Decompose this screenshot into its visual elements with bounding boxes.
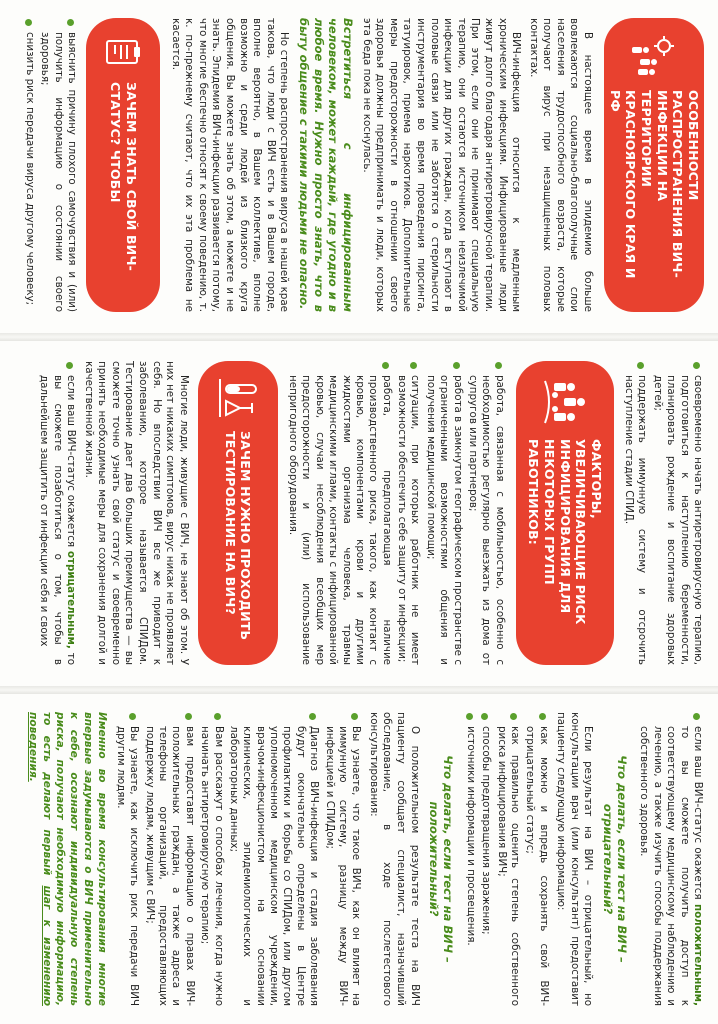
paragraph: Но степень распространения вируса в нашей крае такова, что люди с ВИЧ есть и в Вашем городе, вполне вероятно, в Вашем коллективе, вполне возможно и среди людей из близкого круга общения. Вы можете знать об этом, а можете и не знать. Эпидемия ВИЧ-инфекции развивается потому, что многие беспечно относят к своему поведению, т. к. по-прежнему считают, что их эта проблема не касается.	[169, 18, 291, 312]
negative-info-list	[463, 712, 549, 1006]
list-item: выяснить причину плохого самочувствия и (или) получить информацию о состоянии своего здоровья;	[38, 18, 78, 312]
heading-pill-testing	[198, 361, 278, 665]
list-item: как можно и впредь сохранять свой ВИЧ-отрицательный статус;	[523, 712, 550, 1006]
heading-factors: ФАКТОРЫ, УВЕЛИЧИВАЮЩИЕ РИСК ИНФИЦИРОВАНИЯ ДЛЯ НЕКОТОРЫХ ГРУПП РАБОТНИКОВ:	[526, 439, 604, 625]
subheading-negative: Что делать, если тест на ВИЧ – отрицательный?	[600, 755, 630, 963]
panel-middle	[0, 343, 718, 683]
list-item: Вам расскажут о способах лечения, когда нужно начинать антиретровирусную терапию;	[198, 712, 225, 1006]
paragraph: Многие люди, живущие с ВИЧ, не знают об этом. У них нет никаких симптомов, вирус никак не проявляет себя. Но впоследствии ВИЧ все же приводит к заболеванию, которое называется СПИДом. Тестирование дает два больших преимущества — вы сможете точно узнать свой статус и своевременно принять необходимые меры для сохранения долгой и качественной жизни.	[82, 361, 190, 665]
heading-pill-status	[86, 18, 160, 312]
closing-text: Именно во время консультирования многие впервые задумываются о ВИЧ применительно к себе, осознают индивидуальную степень риска, получают необходимую информацию, то есть делают первый шаг к изменению поведения.	[26, 712, 108, 1006]
list-item: работа, связанная с мобильностью, особенно с необходимостью регулярно выезжать из дома от супругов или партнеров;	[466, 361, 506, 665]
list-item: своевременно начать антиретровирусную терапию, подготовиться к наступлению беременности, планировать рождение и воспитание здоровых детей;	[651, 361, 705, 665]
paragraph: Если результат на ВИЧ – отрицательный, но консультации врач (или консультант) предоставит пациенту следующую информацию:	[555, 712, 595, 1006]
heading-status: ЗАЧЕМ ЗНАТЬ СВОЙ ВИЧ-СТАТУС? ЧТОБЫ	[108, 82, 139, 272]
list-item: если ваш ВИЧ-статус окажется положительным, то вы сможете получить доступ к соответствующему медицинскому наблюдению и лечению, а также изучить способы поддержания собственного здоровья.	[637, 712, 704, 1006]
fold-line	[0, 686, 718, 694]
status-reasons-list	[23, 18, 79, 312]
list-item: Вы узнаете, что такое ВИЧ, как он влияет на иммунную систему, разницу между ВИЧ-инфекцией и СПИДом;	[322, 712, 362, 1006]
highlight-text: Встретиться с инфицированным человеком, может каждый, где угодно и в любое время. Нужно просто знать, что в быту общение с такими людьми не опасно.	[297, 18, 356, 312]
paragraph: ВИЧ-инфекция относится к медленным хроническим инфекциям. Инфицированные люди живут долго благодаря антиретровирусной терапии. При этом, если они не принимают специальную терапию, они остаются источником неизлечимой инфекции для других граждан, когда вступают в половые связи или не заботятся о стерильности инструментария во время проведения пирсинга, татуировок, приема наркотиков. Дополнительные меры предосторожности в отношении своего здоровья должны предпринимать и люди, которых эта беда пока не коснулась.	[360, 18, 523, 312]
panel-right	[0, 694, 718, 1024]
people-group-icon	[541, 375, 589, 429]
panel-left	[0, 0, 718, 330]
list-item: поддержать иммунную систему и отсрочить наступление стадии СПИД.	[622, 361, 649, 665]
list-item: если ваш ВИЧ-статус окажется отрицательным, то вы сможете позаботиться о том, чтобы в дальнейшем защитить от инфекции себя и своих	[37, 361, 77, 665]
negative-status-list	[37, 361, 77, 665]
list-item: работа в замкнутом географическом пространстве с ограниченными возможностями общения и получения медицинской помощи;	[424, 361, 464, 665]
list-item: Вы узнаете, как исключить риск передачи ВИЧ другим людям.	[114, 712, 141, 1006]
paragraph: В настоящее время в эпидемию больше вовлекаются социально-благополучные слои населения трудоспособного возраста, которые получают вирус при незащищенных половых контактах.	[527, 18, 594, 312]
fold-line	[0, 333, 718, 341]
heading-pill-features	[604, 18, 704, 312]
heading-testing: ЗАЧЕМ НУЖНО ПРОХОДИТЬ ТЕСТИРОВАНИЕ НА ВИЧ?	[222, 431, 254, 641]
heading-features: ОСОБЕННОСТИ РАСПРОСТРАНЕНИЯ ВИЧ-ИНФЕКЦИИ НА ТЕРРИТОРИИ КРАСНОЯРСКОГО КРАЯ И РФ	[607, 90, 701, 279]
positive-status-list	[637, 712, 704, 1006]
list-item: работа, предполагающая наличие производственного риска, такого, как контакт с кровью, компонентами крови и другими жидкостями организма человека, травмы медицинскими иглами, контакты с инфицированной кровью, случаи несоблюдения всеобщих мер предосторожности и (или) использование непригодного оборудования.	[286, 361, 393, 665]
list-item: ситуации, при которых работник не имеет возможности обеспечить себе защиту от инфекции;	[395, 361, 422, 665]
list-item: вам предоставят информацию о правах ВИЧ-положительных граждан, а также адреса и телефоны организаций, предоставляющих поддержку людям, живущим с ВИЧ;	[142, 712, 196, 1006]
list-item: снизить риск передачи вируса другому человеку;	[23, 18, 36, 312]
list-item: источники информации и просвещения.	[463, 712, 476, 1006]
subheading-positive: Что делать, если тест на ВИЧ – положительный?	[427, 755, 456, 963]
status-reasons-continued-list	[622, 361, 704, 665]
heading-pill-factors	[516, 361, 614, 665]
positive-info-list	[114, 712, 363, 1006]
paragraph: О положительном результате теста на ВИЧ пациенту сообщает специалист, назначивший обследование, в ходе послетестового консультирования:	[367, 712, 421, 1006]
list-item: Диагноз ВИЧ-инфекция и стадия заболевания будут окончательно определены в Центре профилактики и борьбы со СПИДом, или другом уполномоченном медицинском учреждении, врачом-инфекционистом на основании клинических, эпидемиологических и лабораторных данных;	[227, 712, 321, 1006]
risk-factors-list	[286, 361, 506, 665]
list-item: способы предотвращения заражения;	[479, 712, 492, 1006]
test-tube-icon	[216, 375, 260, 421]
virus-people-icon	[630, 32, 678, 80]
clipboard-icon	[103, 32, 143, 72]
list-item: как правильно оценить степень собственного риска инфицирования ВИЧ;	[494, 712, 521, 1006]
